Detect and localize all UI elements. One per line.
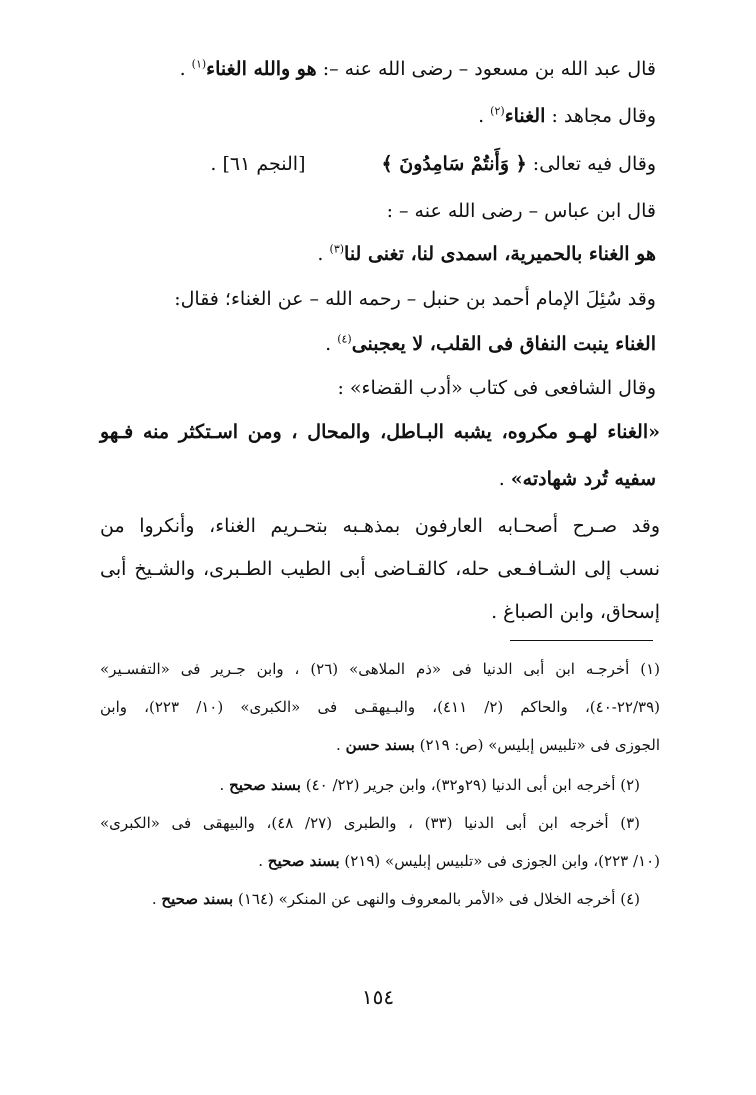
line-end: . bbox=[317, 243, 324, 265]
line-text: وقال الشافعى فى كتاب «أدب القضاء» : bbox=[337, 377, 656, 399]
footnote-grade: بسند صحيح bbox=[267, 852, 340, 870]
footnote-end: . bbox=[219, 776, 225, 794]
body-line-11: وقد صـرح أصحـابه العارفون بمذهـبه بتحـريم الغناء، وأنكروا من bbox=[100, 515, 660, 537]
line-bold: هو الغناء بالحميرية، اسمدى لنا، تغنى لنا bbox=[344, 243, 656, 265]
body-line-12: نسب إلى الشـافـعى حله، كالقـاضى أبى الطيب الطـبرى، والشـيخ أبى bbox=[100, 558, 660, 580]
body-line-5 bbox=[100, 240, 656, 268]
line-bold: الغناء ينبت النفاق فى القلب، لا يعجبنى bbox=[351, 333, 656, 355]
footnote-ref: (١) bbox=[191, 57, 207, 71]
body-line-1 bbox=[100, 55, 656, 83]
footnote-end: . bbox=[258, 852, 263, 870]
line-end: . bbox=[478, 105, 485, 127]
body-line-6 bbox=[100, 285, 656, 313]
footnote-text: (١٠/ ٢٢٣)، وابن الجوزى فى «تلبيس إبليس» (٢١٩) bbox=[344, 852, 660, 870]
page-number: ١٥٤ bbox=[361, 985, 395, 1009]
footnote-3-line-2 bbox=[100, 849, 660, 873]
footnote-ref: (٣) bbox=[329, 242, 345, 256]
footnote-2 bbox=[100, 773, 640, 797]
footnote-4 bbox=[100, 887, 640, 911]
footnote-grade: بسند صحيح bbox=[229, 776, 301, 794]
footnote-1-line-3 bbox=[100, 733, 660, 757]
footnote-end: . bbox=[151, 890, 157, 908]
verse-reference: [النجم ٦١] . bbox=[210, 153, 306, 175]
body-line-3 bbox=[100, 150, 656, 178]
body-line-4 bbox=[100, 197, 656, 225]
line-bold: سفيه تُرد شهادته» bbox=[510, 468, 656, 490]
footnote-3-line-1: (٣) أخرجه ابن أبى الدنيا (٣٣) ، والطبرى (٢٧/ ٤٨)، والبيهقى فى «الكبرى» bbox=[100, 814, 640, 832]
body-line-10 bbox=[100, 465, 656, 493]
body-line-8 bbox=[100, 374, 656, 402]
quran-verse: ﴿ وَأَنتُمْ سَامِدُونَ ﴾ bbox=[381, 153, 527, 175]
footnote-end: . bbox=[336, 736, 341, 754]
line-text: قال عبد الله بن مسعود – رضى الله عنه –: bbox=[322, 58, 656, 80]
footnote-ref: (٤) bbox=[337, 332, 352, 346]
line-end: . bbox=[498, 468, 505, 490]
line-text: وقال فيه تعالى: bbox=[532, 153, 656, 175]
line-text: وقد سُئِلَ الإمام أحمد بن حنبل – رحمه الله – عن الغناء؛ فقال: bbox=[174, 288, 656, 310]
footnote-grade: بسند صحيح bbox=[161, 890, 234, 908]
footnote-separator bbox=[510, 640, 653, 641]
body-line-13: إسحاق، وابن الصباغ . bbox=[491, 601, 660, 623]
line-end: . bbox=[325, 333, 332, 355]
line-end: . bbox=[179, 58, 186, 80]
line-text: قال ابن عباس – رضى الله عنه – : bbox=[386, 200, 656, 222]
body-line-2 bbox=[100, 102, 656, 130]
footnote-text: (٤) أخرجه الخلال فى «الأمر بالمعروف والنهى عن المنكر» (١٦٤) bbox=[237, 890, 640, 908]
body-line-7 bbox=[100, 330, 656, 358]
footnote-1-line-1: (١) أخرجـه ابن أبى الدنيا فى «ذم الملاهى» (٢٦) ، وابن جـرير فى «التفسـير» bbox=[100, 660, 660, 678]
body-line-9: «الغناء لهـو مكروه، يشبه البـاطل، والمحال ، ومن اسـتكثر منه فـهو bbox=[100, 421, 660, 443]
footnote-ref: (٢) bbox=[490, 104, 505, 118]
line-text: وقال مجاهد : bbox=[551, 105, 656, 127]
footnote-text: (٢) أخرجه ابن أبى الدنيا (٢٩و٣٢)، وابن جرير (٢٢/ ٤٠) bbox=[305, 776, 640, 794]
line-bold: الغناء bbox=[504, 105, 546, 127]
footnote-1-line-2: (٢٢/٣٩-٤٠)، والحاكم (٢/ ٤١١)، والبـيهقـى فى «الكبرى» (١٠/ ٢٢٣)، وابن bbox=[100, 698, 660, 716]
line-bold: هو والله الغناء bbox=[206, 58, 317, 80]
footnote-grade: بسند حسن bbox=[345, 736, 415, 754]
footnote-text: الجوزى فى «تلبيس إبليس» (ص: ٢١٩) bbox=[419, 736, 660, 754]
